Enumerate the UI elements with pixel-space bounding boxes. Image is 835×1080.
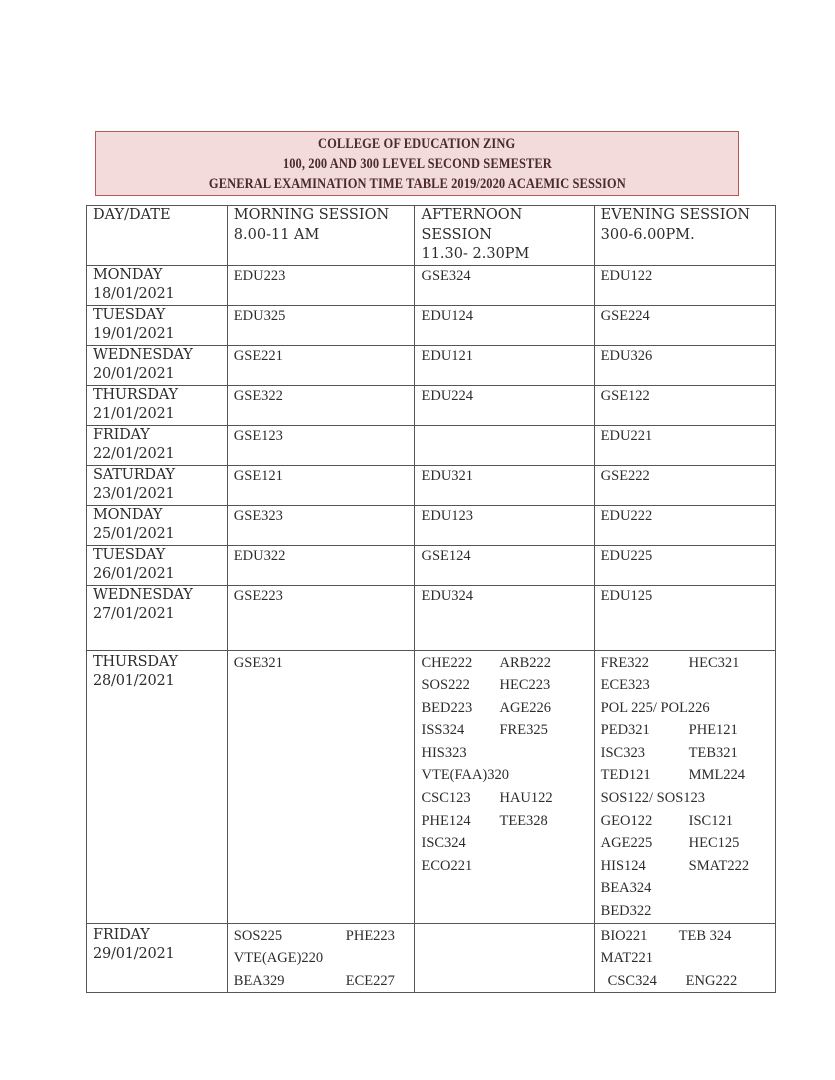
course-code: PHE121 bbox=[688, 722, 738, 739]
course-line bbox=[234, 970, 409, 993]
course-line bbox=[421, 832, 587, 855]
course-line bbox=[601, 697, 769, 720]
course-code: VTE(FAA)320 bbox=[421, 767, 510, 784]
course-code: SOS222 bbox=[421, 677, 470, 694]
afternoon-cell bbox=[415, 650, 594, 923]
course-code: EDU325 bbox=[233, 307, 286, 324]
day-date-cell bbox=[87, 425, 228, 465]
college-name: COLLEGE OF EDUCATION ZING bbox=[318, 135, 516, 152]
afternoon-cell bbox=[415, 345, 594, 385]
course-code: EDU221 bbox=[600, 427, 653, 444]
course-code: EDU321 bbox=[421, 467, 474, 484]
evening-cell bbox=[594, 425, 775, 465]
course-code: BIO221 bbox=[600, 927, 648, 944]
semester-title: 100, 200 AND 300 LEVEL SECOND SEMESTER bbox=[282, 155, 552, 172]
header-time: 8.00-11 AM bbox=[233, 226, 320, 243]
course-line bbox=[601, 810, 769, 833]
day-name: WEDNESDAY bbox=[93, 346, 193, 363]
course-line bbox=[601, 970, 769, 993]
morning-cell bbox=[227, 505, 415, 545]
course-line bbox=[601, 787, 769, 810]
course-code: ENG222 bbox=[685, 972, 738, 989]
course-code: AGE226 bbox=[499, 699, 552, 716]
day-date-cell bbox=[87, 650, 228, 923]
course-code: SMAT222 bbox=[688, 857, 750, 874]
course-code: CSC123 bbox=[421, 790, 471, 807]
course-code: EDU326 bbox=[600, 347, 653, 364]
course-line bbox=[421, 742, 587, 765]
course-line bbox=[421, 764, 587, 787]
course-code: GSE122 bbox=[600, 387, 650, 404]
course-code: GSE322 bbox=[233, 387, 283, 404]
course-line bbox=[601, 855, 769, 878]
header-label: MORNING SESSION bbox=[233, 207, 390, 223]
day-name: TUESDAY bbox=[93, 546, 166, 563]
day-date-cell bbox=[87, 585, 228, 650]
header-afternoon bbox=[415, 206, 594, 266]
morning-cell bbox=[227, 305, 415, 345]
morning-cell bbox=[227, 425, 415, 465]
afternoon-cell bbox=[415, 585, 594, 650]
course-line bbox=[234, 652, 409, 675]
evening-cell bbox=[594, 265, 775, 305]
title-banner bbox=[95, 131, 739, 196]
date: 22/01/2021 bbox=[93, 446, 175, 462]
day-date-cell bbox=[87, 305, 228, 345]
course-code: ISC323 bbox=[600, 744, 645, 761]
table-row bbox=[87, 305, 776, 345]
course-code: EDU125 bbox=[600, 587, 653, 604]
evening-cell bbox=[594, 305, 775, 345]
course-code: SOS122/ SOS123 bbox=[600, 790, 706, 807]
table-row bbox=[87, 505, 776, 545]
date: 19/01/2021 bbox=[93, 326, 175, 342]
course-code: GSE121 bbox=[233, 467, 283, 484]
course-code: GSE324 bbox=[421, 267, 471, 284]
day-name: TUESDAY bbox=[93, 306, 166, 323]
course-code: EDU121 bbox=[421, 347, 474, 364]
course-code: TEB321 bbox=[688, 744, 738, 761]
course-code: BEA329 bbox=[233, 972, 285, 989]
course-code bbox=[421, 426, 587, 427]
header-morning bbox=[227, 206, 415, 266]
course-code: EDU224 bbox=[421, 387, 474, 404]
morning-cell bbox=[227, 465, 415, 505]
course-code: ECE227 bbox=[345, 972, 395, 989]
course-code: EDU225 bbox=[600, 547, 653, 564]
date: 23/01/2021 bbox=[93, 486, 175, 502]
course-line bbox=[421, 810, 587, 833]
course-code: PHE124 bbox=[421, 812, 471, 829]
course-code: VTE(AGE)220 bbox=[233, 950, 324, 967]
date: 29/01/2021 bbox=[93, 946, 175, 963]
table-row bbox=[87, 923, 776, 993]
date: 21/01/2021 bbox=[93, 406, 175, 422]
morning-cell bbox=[227, 923, 415, 993]
course-code: ISS324 bbox=[421, 722, 465, 739]
course-line bbox=[601, 925, 769, 948]
date: 20/01/2021 bbox=[93, 366, 175, 382]
day-date-cell bbox=[87, 923, 228, 993]
course-code: SOS225 bbox=[233, 927, 283, 944]
afternoon-cell bbox=[415, 425, 594, 465]
course-code: FRE322 bbox=[600, 654, 649, 671]
course-code: BEA324 bbox=[600, 880, 652, 897]
course-code: HIS323 bbox=[421, 744, 467, 761]
course-code: TEB 324 bbox=[678, 927, 732, 944]
header-day-date bbox=[87, 206, 228, 266]
table-row bbox=[87, 385, 776, 425]
afternoon-cell bbox=[415, 265, 594, 305]
course-code: ARB222 bbox=[499, 654, 552, 671]
course-line bbox=[421, 787, 587, 810]
evening-cell bbox=[594, 465, 775, 505]
course-line bbox=[601, 832, 769, 855]
course-line bbox=[234, 925, 409, 948]
course-code: EDU223 bbox=[233, 267, 286, 284]
afternoon-cell bbox=[415, 305, 594, 345]
course-code: HEC321 bbox=[688, 654, 740, 671]
course-line bbox=[601, 742, 769, 765]
header-evening bbox=[594, 206, 775, 266]
course-code: GSE223 bbox=[233, 587, 283, 604]
course-line bbox=[421, 652, 587, 675]
timetable-title: GENERAL EXAMINATION TIME TABLE 2019/2020 ACAEMIC SESSION bbox=[208, 175, 626, 192]
afternoon-cell bbox=[415, 385, 594, 425]
course-code: PHE223 bbox=[345, 927, 395, 944]
day-name: MONDAY bbox=[93, 506, 163, 523]
course-code: TED121 bbox=[600, 767, 651, 784]
day-date-cell bbox=[87, 505, 228, 545]
date: 18/01/2021 bbox=[93, 286, 175, 302]
course-code: GSE321 bbox=[233, 654, 283, 671]
course-code: ISC121 bbox=[688, 812, 733, 829]
table-row bbox=[87, 545, 776, 585]
course-code: EDU322 bbox=[233, 547, 286, 564]
day-name: SATURDAY bbox=[93, 466, 175, 483]
course-line bbox=[601, 674, 769, 697]
course-code: GSE224 bbox=[600, 307, 650, 324]
course-code: MAT221 bbox=[600, 950, 654, 967]
course-code: EDU324 bbox=[421, 587, 474, 604]
day-name: FRIDAY bbox=[93, 426, 150, 443]
course-line bbox=[234, 947, 409, 970]
day-date-cell bbox=[87, 545, 228, 585]
exam-timetable bbox=[86, 205, 776, 993]
header-label: AFTERNOON SESSION bbox=[421, 207, 523, 243]
course-code: GEO122 bbox=[600, 812, 653, 829]
evening-cell bbox=[594, 385, 775, 425]
course-code: POL 225/ POL226 bbox=[600, 699, 710, 716]
header-time: 300-6.00PM. bbox=[600, 226, 695, 243]
day-date-cell bbox=[87, 385, 228, 425]
course-code: EDU222 bbox=[600, 507, 653, 524]
course-code: GSE323 bbox=[233, 507, 283, 524]
course-line bbox=[601, 947, 769, 970]
course-line bbox=[601, 719, 769, 742]
date: 28/01/2021 bbox=[93, 673, 175, 689]
course-code: BED322 bbox=[600, 903, 652, 920]
course-code: MML224 bbox=[688, 767, 746, 784]
course-code: HEC125 bbox=[688, 835, 740, 852]
course-code: GSE222 bbox=[600, 467, 650, 484]
course-line bbox=[601, 652, 769, 675]
course-code: AGE225 bbox=[600, 835, 653, 852]
course-code: EDU124 bbox=[421, 307, 474, 324]
course-code: CHE222 bbox=[421, 654, 473, 671]
morning-cell bbox=[227, 585, 415, 650]
course-code: BED223 bbox=[421, 699, 473, 716]
header-time: 11.30- 2.30PM bbox=[421, 246, 530, 262]
course-code: TEE328 bbox=[499, 812, 548, 829]
date: 26/01/2021 bbox=[93, 566, 175, 582]
header-label: EVENING SESSION bbox=[600, 207, 751, 223]
course-code: ISC324 bbox=[421, 835, 466, 852]
morning-cell bbox=[227, 385, 415, 425]
table-row bbox=[87, 585, 776, 650]
day-name: MONDAY bbox=[93, 266, 163, 283]
evening-cell bbox=[594, 505, 775, 545]
evening-cell bbox=[594, 545, 775, 585]
day-name: FRIDAY bbox=[93, 926, 150, 943]
course-code: GSE221 bbox=[233, 347, 283, 364]
course-code: PED321 bbox=[600, 722, 650, 739]
day-date-cell bbox=[87, 345, 228, 385]
afternoon-cell bbox=[415, 923, 594, 993]
afternoon-cell bbox=[415, 465, 594, 505]
table-row bbox=[87, 650, 776, 923]
day-name: THURSDAY bbox=[93, 653, 178, 670]
course-code: FRE325 bbox=[499, 722, 548, 739]
afternoon-cell bbox=[415, 505, 594, 545]
course-line bbox=[601, 764, 769, 787]
morning-cell bbox=[227, 650, 415, 923]
table-row bbox=[87, 465, 776, 505]
date: 25/01/2021 bbox=[93, 526, 175, 542]
table-row bbox=[87, 425, 776, 465]
course-line bbox=[421, 855, 587, 878]
course-code: HAU122 bbox=[499, 790, 553, 807]
course-line bbox=[421, 674, 587, 697]
day-name: THURSDAY bbox=[93, 386, 178, 403]
evening-cell bbox=[594, 650, 775, 923]
evening-cell bbox=[594, 345, 775, 385]
course-code: ECO221 bbox=[421, 857, 473, 874]
course-code: EDU123 bbox=[421, 507, 474, 524]
course-code: ECE323 bbox=[600, 677, 650, 694]
course-code: HEC223 bbox=[499, 677, 551, 694]
course-line bbox=[421, 719, 587, 742]
course-code: GSE123 bbox=[233, 427, 283, 444]
header-row bbox=[87, 206, 776, 266]
date: 27/01/2021 bbox=[93, 606, 175, 622]
day-date-cell bbox=[87, 265, 228, 305]
morning-cell bbox=[227, 345, 415, 385]
course-code: CSC324 bbox=[607, 972, 657, 989]
course-line bbox=[601, 877, 769, 900]
course-line bbox=[601, 900, 769, 923]
day-name: WEDNESDAY bbox=[93, 586, 193, 603]
morning-cell bbox=[227, 265, 415, 305]
evening-cell bbox=[594, 585, 775, 650]
course-code: GSE124 bbox=[421, 547, 471, 564]
course-code: EDU122 bbox=[600, 267, 653, 284]
afternoon-cell bbox=[415, 545, 594, 585]
evening-cell bbox=[594, 923, 775, 993]
table-row bbox=[87, 265, 776, 305]
morning-cell bbox=[227, 545, 415, 585]
course-line bbox=[421, 697, 587, 720]
course-code: HIS124 bbox=[600, 857, 646, 874]
day-date-cell bbox=[87, 465, 228, 505]
header-label: DAY/DATE bbox=[93, 207, 171, 223]
table-row bbox=[87, 345, 776, 385]
